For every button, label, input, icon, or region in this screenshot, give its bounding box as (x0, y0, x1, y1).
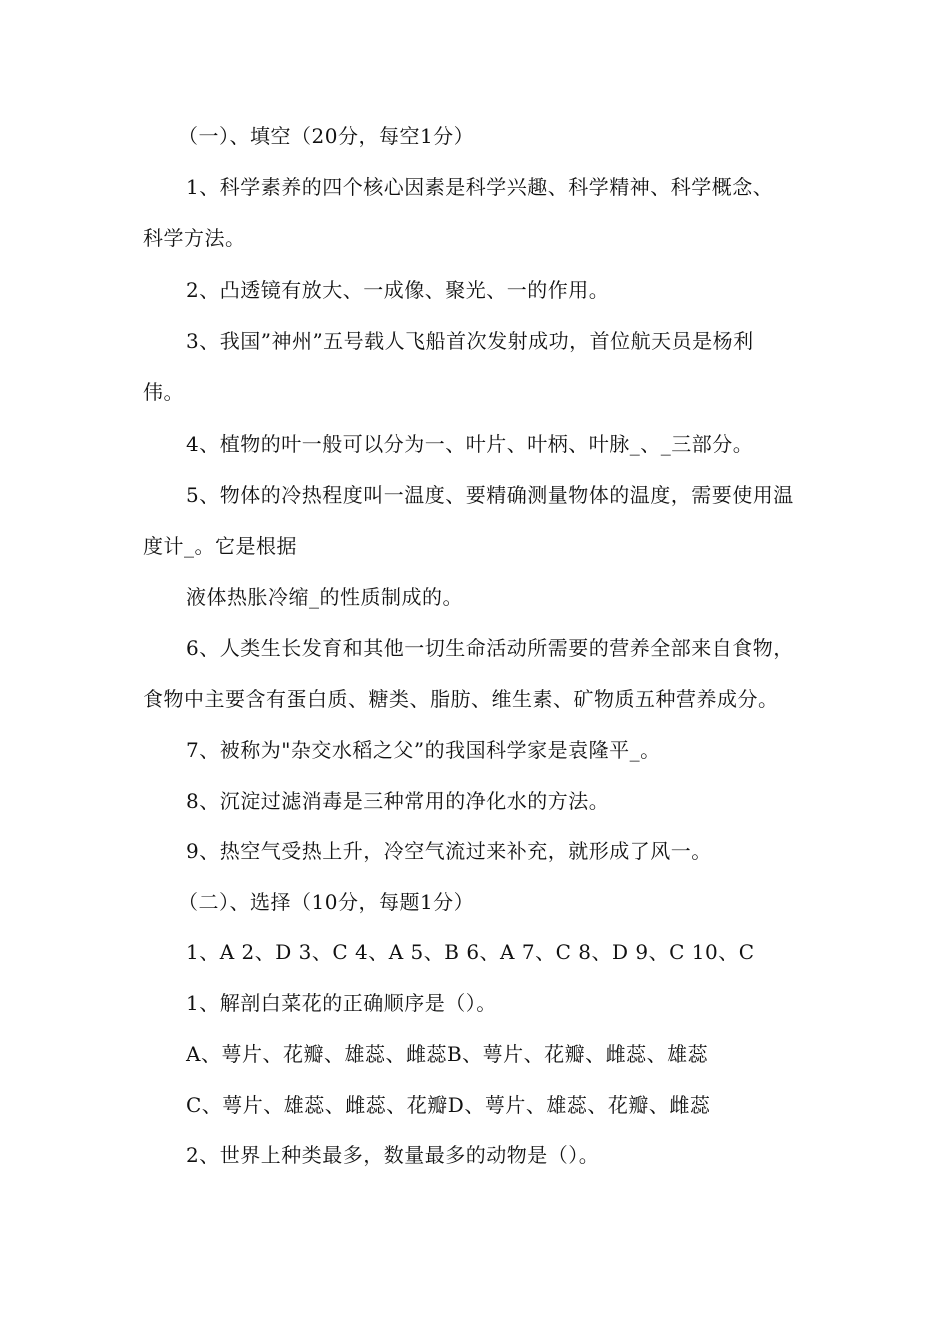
question-8: 8、沉淀过滤消毒是三种常用的净化水的方法。 (186, 789, 610, 813)
question-7: 7、被称为"杂交水稻之父”的我国科学家是袁隆平_。 (186, 738, 661, 762)
question-5-line-1: 5、物体的冷热程度叫一温度、要精确测量物体的温度，需要使用温 (186, 483, 794, 507)
choice-options-cd: C、萼片、雄蕊、雌蕊、花瓣D、萼片、雄蕊、花瓣、雌蕊 (186, 1093, 711, 1117)
question-4: 4、植物的叶一般可以分为一、叶片、叶柄、叶脉_、_三部分。 (186, 432, 754, 456)
answer-key-line: 1、A 2、D 3、C 4、A 5、B 6、A 7、C 8、D 9、C 10、C (186, 940, 755, 964)
section-heading-choice: （二）、选择（10分，每题1分） (178, 890, 475, 914)
question-6-line-1: 6、人类生长发育和其他一切生命活动所需要的营养全部来自食物， (186, 636, 794, 660)
choice-question-2: 2、世界上种类最多，数量最多的动物是（）。 (186, 1143, 600, 1167)
question-5-line-2: 度计_。它是根据 (143, 534, 297, 558)
choice-options-ab: A、萼片、花瓣、雄蕊、雌蕊B、萼片、花瓣、雌蕊、雄蕊 (186, 1042, 709, 1066)
question-5-line-3: 液体热胀冷缩_的性质制成的。 (186, 585, 463, 609)
question-3-line-1: 3、我国”神州”五号载人飞船首次发射成功，首位航天员是杨利 (186, 329, 754, 353)
question-6-line-2: 食物中主要含有蛋白质、糖类、脂肪、维生素、矿物质五种营养成分。 (143, 687, 779, 711)
question-1-line-2: 科学方法。 (143, 226, 246, 250)
question-2: 2、凸透镜有放大、一成像、聚光、一的作用。 (186, 278, 610, 302)
choice-question-1: 1、解剖白菜花的正确顺序是（）。 (186, 991, 497, 1015)
question-1-line-1: 1、科学素养的四个核心因素是科学兴趣、科学精神、科学概念、 (186, 175, 774, 199)
section-heading-fill-blank: （一）、填空（20分，每空1分） (178, 124, 475, 148)
question-9: 9、热空气受热上升，冷空气流过来补充，就形成了风一。 (186, 839, 712, 863)
question-3-line-2: 伟。 (143, 380, 184, 404)
